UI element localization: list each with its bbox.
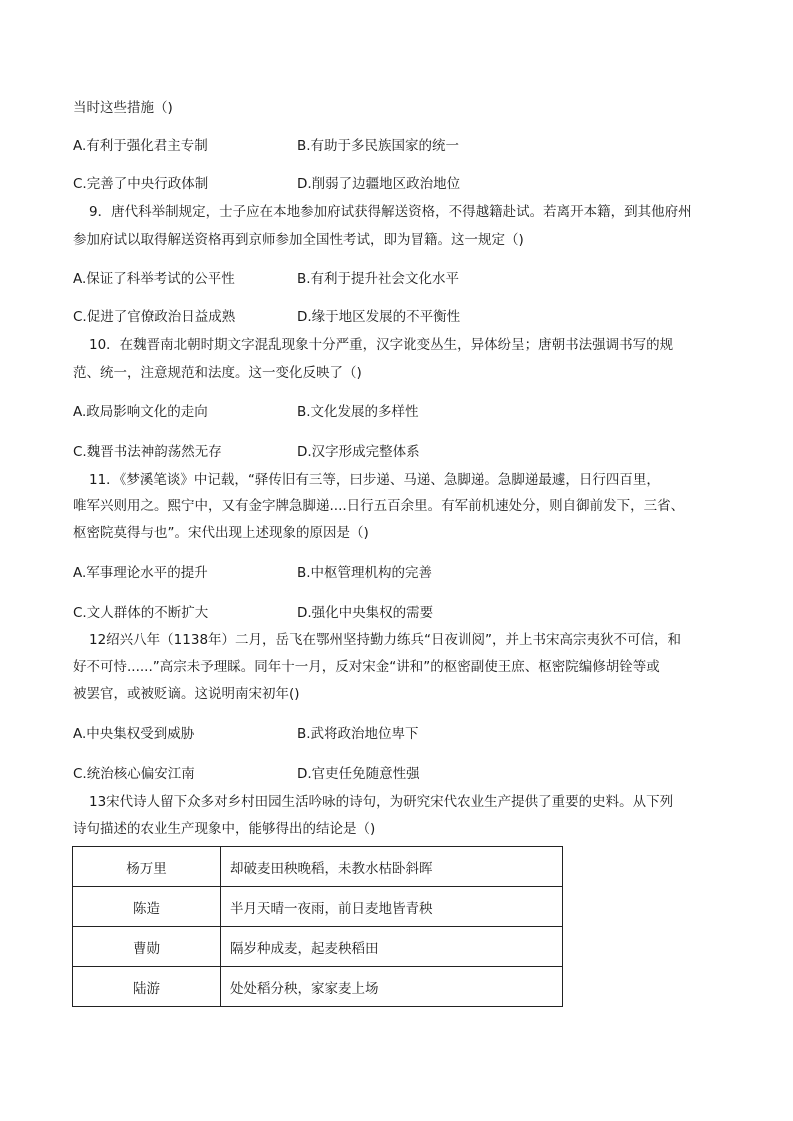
table-row xyxy=(73,847,563,887)
q9-option-b: B.有利于提升社会文化水平 xyxy=(297,271,460,287)
verse-cell: 半月天晴一夜雨，前日麦地皆青秧 xyxy=(221,887,563,927)
q10-stem-line-2: 范、统一，注意规范和法度。这一变化反映了（) xyxy=(73,365,362,381)
poem-table xyxy=(72,846,563,1007)
q10-option-a: A.政局影响文化的走向 xyxy=(73,404,208,420)
q10-stem-line-1: 10．在魏晋南北朝时期文字混乱现象十分严重，汉字讹变丛生，异体纷呈；唐朝书法强调书写的规 xyxy=(89,337,674,353)
q11-option-c: C.文人群体的不断扩大 xyxy=(73,605,209,621)
q12-option-b: B.武将政治地位卑下 xyxy=(297,726,419,742)
q9-stem-line-2: 参加府试以取得解送资格再到京师参加全国性考试，即为冒籍。这一规定（) xyxy=(73,232,524,248)
q12-stem-line-2: 好不可恃......”高宗未予理睬。同年十一月，反对宋金“讲和”的枢密副使王庶、枢密院编修胡铨等或 xyxy=(73,659,660,675)
q12-option-d: D.官吏任免随意性强 xyxy=(297,766,420,782)
q8-stem-tail: 当时这些措施（) xyxy=(73,100,173,116)
q12-option-c: C.统治核心偏安江南 xyxy=(73,766,195,782)
q11-stem-line-2: 唯军兴则用之。熙宁中，又有金字牌急脚递....日行五百余里。有军前机速处分，则自御前发下，三省、 xyxy=(73,498,685,514)
table-row xyxy=(73,967,563,1007)
table-row xyxy=(73,887,563,927)
q8-option-b: B.有助于多民族国家的统一 xyxy=(297,138,460,154)
q9-stem-line-1: 9．唐代科举制规定，士子应在本地参加府试获得解送资格，不得越籍赴试。若离开本籍，到其他府州 xyxy=(89,204,692,220)
q9-option-a: A.保证了科举考试的公平性 xyxy=(73,271,235,287)
q8-option-a: A.有利于强化君主专制 xyxy=(73,138,208,154)
poet-cell: 杨万里 xyxy=(73,847,221,887)
q12-option-a: A.中央集权受到威胁 xyxy=(73,726,195,742)
q8-option-d: D.削弱了边疆地区政治地位 xyxy=(297,176,461,192)
poet-cell: 曹勋 xyxy=(73,927,221,967)
q9-option-d: D.缘于地区发展的不平衡性 xyxy=(297,309,461,325)
poet-cell: 陈造 xyxy=(73,887,221,927)
q11-stem-line-3: 枢密院莫得与也”。宋代出现上述现象的原因是（) xyxy=(73,525,369,541)
q13-stem-line-1: 13宋代诗人留下众多对乡村田园生活吟咏的诗句，为研究宋代农业生产提供了重要的史料。从下列 xyxy=(89,794,674,810)
verse-cell: 却破麦田秧晚稻，未教水枯卧斜晖 xyxy=(221,847,563,887)
q12-stem-line-1: 12绍兴八年（1138年）二月，岳飞在鄂州坚持勤力练兵“日夜训阅”，并上书宋高宗夷狄不可信，和 xyxy=(89,632,682,648)
q12-stem-line-3: 被罢官，或被贬谪。这说明南宋初年() xyxy=(73,686,300,702)
q9-option-c: C.促进了官僚政治日益成熟 xyxy=(73,309,236,325)
verse-cell: 隔岁种成麦，起麦秧稻田 xyxy=(221,927,563,967)
poet-cell: 陆游 xyxy=(73,967,221,1007)
q11-option-d: D.强化中央集权的需要 xyxy=(297,605,434,621)
q13-stem-line-2: 诗句描述的农业生产现象中，能够得出的结论是（) xyxy=(73,821,376,837)
q8-option-c: C.完善了中央行政体制 xyxy=(73,176,209,192)
q10-option-b: B.文化发展的多样性 xyxy=(297,404,419,420)
q11-option-b: B.中枢管理机构的完善 xyxy=(297,565,433,581)
table-row xyxy=(73,927,563,967)
verse-cell: 处处稻分秧，家家麦上场 xyxy=(221,967,563,1007)
q10-option-c: C.魏晋书法神韵荡然无存 xyxy=(73,444,222,460)
q11-stem-line-1: 11．《梦溪笔谈》中记载，“驿传旧有三等，曰步递、马递、急脚递。急脚递最遽，日行四百里， xyxy=(89,472,660,488)
q10-option-d: D.汉字形成完整体系 xyxy=(297,444,420,460)
q11-option-a: A.军事理论水平的提升 xyxy=(73,565,208,581)
